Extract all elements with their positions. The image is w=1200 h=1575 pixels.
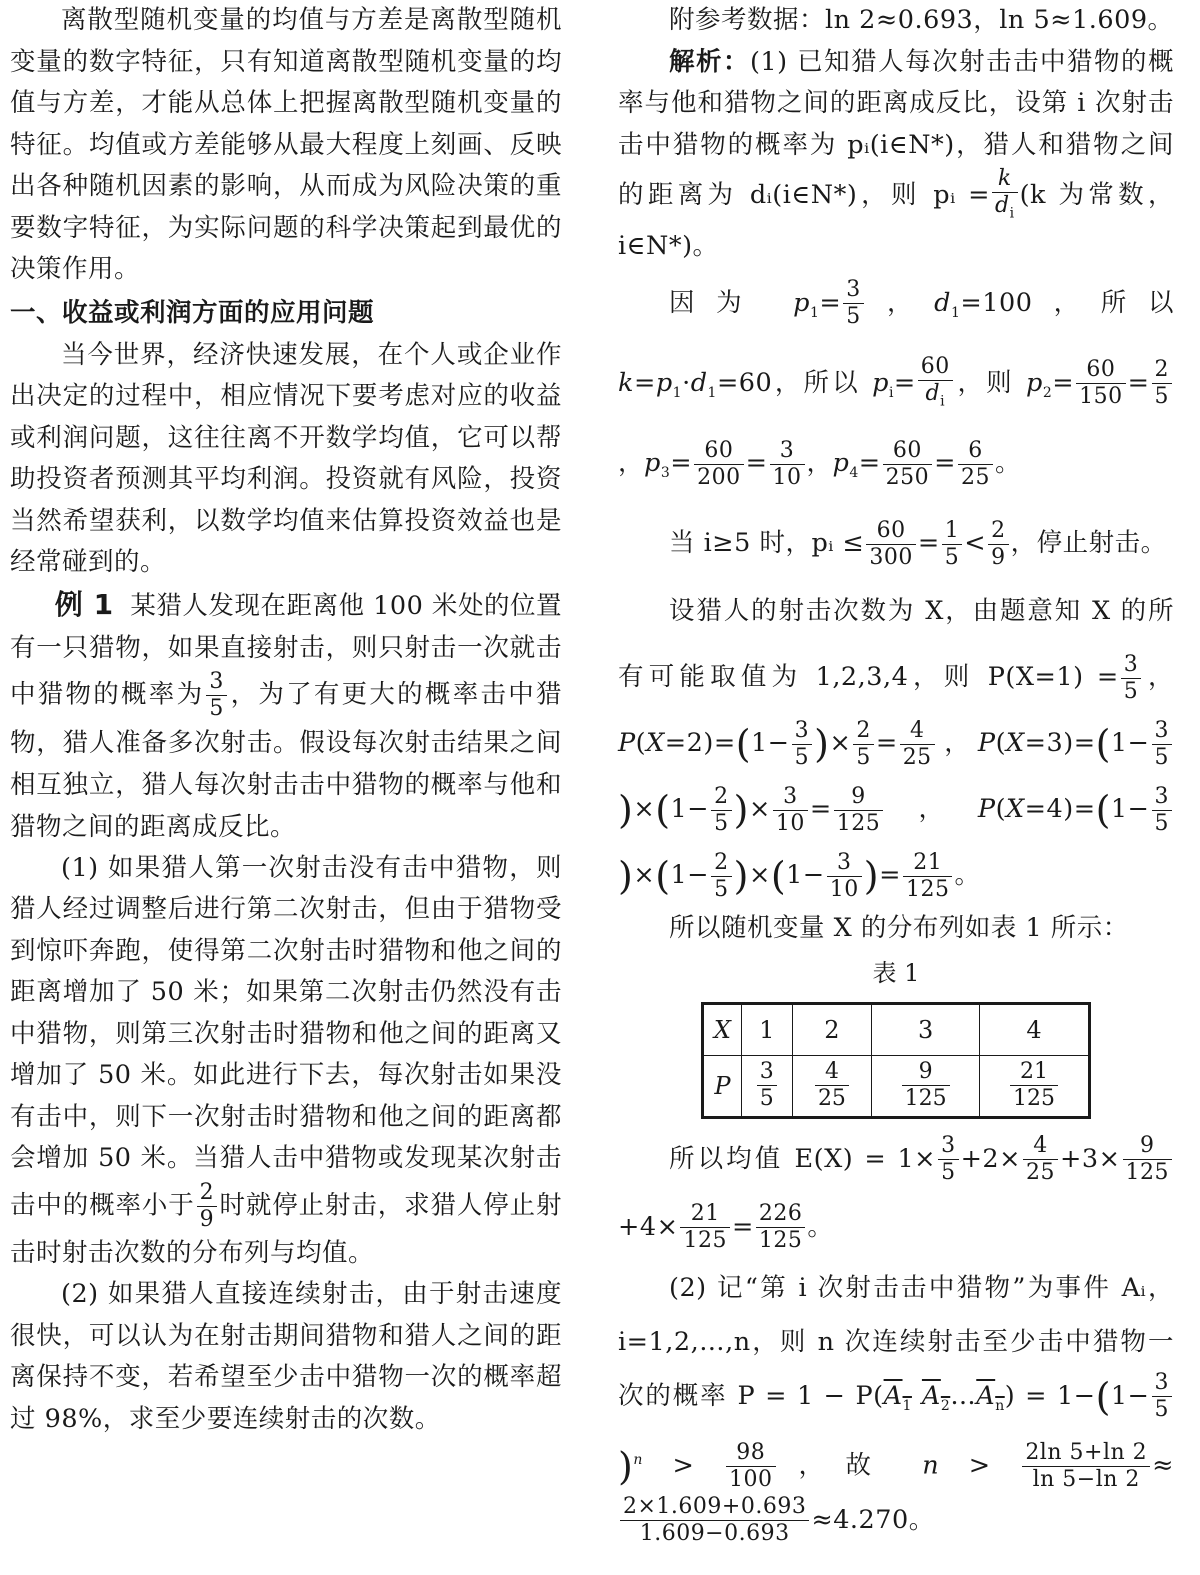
table-cell: $\frac{4}{25}$ — [792, 1055, 871, 1117]
example-text-b: ，为了有更大的概率击中猎物，猎人准备多次射击。假设每次射击结果之间相互独立，猎人每次射击击中猎物的概率与他和猎物之间的距离成反比。 — [10, 679, 562, 842]
question-1 — [10, 848, 562, 1275]
analysis-1-text-b: (k 为常数，i∈N*)。 — [618, 180, 1174, 262]
distribution-intro: 所以随机变量 X 的分布列如表 1 所示： — [669, 913, 1129, 944]
example-1-paragraph — [10, 584, 562, 848]
table-cell: 4 — [980, 1003, 1090, 1055]
section-title: 一、收益或利润方面的应用问题 — [10, 297, 375, 328]
expected-value: 所以均值 E(X) = 1× $\frac{3}{5}$ +2× $\frac{4}{25}$ +3× $\frac{9}{125}$ +4× $\frac{21}{125}$ = $\frac{226}{125}$ 。 — [618, 1125, 1174, 1261]
question-1-text-b: 时就停止射击，求猎人停止射击时射击次数的分布列与均值。 — [10, 1190, 562, 1268]
probability-derivation: 设猎人的射击次数为 X，由题意知 X 的所有可能取值为 1,2,3,4，则 P(X=1) = $\frac{3}{5}$ ，P(X=2)=(1− $\frac{3}{5}$ )× $\frac{2}{5}$ = $\frac{4}{25}$ ，P(X=3)=(1− $\frac{3}{5}$ )×(1− $\frac{2}{5}$ )× $\frac{3}{10}$ = $\frac{9}{125}$ ，P(X=4)=(1− $\frac{3}{5}$ )×(1− $\frac{2}{5}$ )×(1− $\frac{3}{10}$ )= $\frac{21}{125}$ 。 — [618, 596, 1174, 902]
question-2: (2) 如果猎人直接连续射击，由于射击速度很快，可以认为在射击期间猎物和猎人之间的距离保持不变，若希望至少击中猎物一次的概率超过 98%，求至少要连续射击的次数。 — [10, 1279, 562, 1434]
analysis-1-text-a: (1) 已知猎人每次射击击中猎物的概率与他和猎物之间的距离成反比，设第 i 次射击击中猎物的概率为 pᵢ(i∈N*)，猎人和猎物之间的距离为 dᵢ(i∈N*)，则 pᵢ = — [618, 46, 1174, 211]
left-column — [10, 0, 562, 1440]
final-result: ≈4.270。 — [811, 1504, 935, 1535]
table-cell: $\frac{3}{5}$ — [741, 1055, 792, 1117]
stop-text-b: ，停止射击。 — [1010, 528, 1167, 559]
fraction-k-di: $\frac{k}{d_i}$ — [992, 166, 1018, 226]
distribution-table — [701, 1002, 1091, 1119]
table-row-x — [703, 1003, 1090, 1055]
x-values-text: 设猎人的射击次数为 X，由题意知 X 的所有可能取值为 1,2,3,4，则 P(X=1) = — [618, 596, 1174, 693]
table-header-p: P — [703, 1055, 742, 1117]
table-cell: 2 — [792, 1003, 871, 1055]
table-cell: 1 — [741, 1003, 792, 1055]
table-cell: $\frac{9}{125}$ — [872, 1055, 980, 1117]
analysis-2-text-a: (2) 记“第 i 次射击击中猎物”为事件 Aᵢ，i=1,2,…,n，则 n 次连续射击至少击中猎物一次的概率 P = 1 − P( — [618, 1272, 1174, 1411]
question-1-text-a: (1) 如果猎人第一次射击没有击中猎物，则猎人经过调整后进行第二次射击，但由于猎物受到惊吓奔跑，使得第二次射击时猎物和他之间的距离增加了 50 米；如果第二次射击仍然没有击中猎物，则第三次射击时猎物和他之间的距离又增加了 50 米。如此进行下去，每次射击如果没有击中，则下一次射击时猎物和他之间的距离都会增加 50 米。当猎人击中猎物或发现某次射击击中的概率小于 — [10, 852, 562, 1220]
table-row-p — [703, 1055, 1090, 1117]
stop-text-a: 当 i≥5 时，pᵢ ≤ — [669, 528, 865, 559]
mean-text: 所以均值 E(X) = 1× — [669, 1143, 937, 1174]
fraction-2-9: $\frac{2}{9}$ — [197, 1180, 218, 1233]
stop-condition: 当 i≥5 时，pᵢ ≤ $\frac{60}{300}$ = $\frac{1}{5}$ < $\frac{2}{9}$ ，停止射击。 — [669, 517, 1167, 570]
analysis-label: 解析： — [669, 46, 750, 77]
table-cell: 3 — [872, 1003, 980, 1055]
section-body: 当今世界，经济快速发展，在个人或企业作出决定的过程中，相应情况下要考虑对应的收益或利润问题，这往往离不开数学均值，它可以帮助投资者预测其平均利润。投资就有风险，投资当然希望获利，以数学均值来估算投资效益也是经常碰到的。 — [10, 339, 562, 577]
analysis-part-1 — [618, 42, 1174, 268]
analysis-part-2: (2) 记“第 i 次射击击中猎物”为事件 Aᵢ，i=1,2,…,n，则 n 次连续射击至少击中猎物一次的概率 $P = 1 - P(A_1$ $A_2\dots A_n) = 1-(1-$ $\frac{3}{5}$ )$^n$ > $\frac{98}{100}$ ，故 n > $\frac{2\ln 5+\ln 2}{\ln 5-\ln 2}$ ≈ $\frac{2\times 1.609+0.693}{1.609-0.693}$ ≈4.270。 — [618, 1272, 1175, 1547]
p-values-derivation: 因为 $p_1=$ $\frac{3}{5}$ ，$d_1=100$，所以 $k=p_1\cdot d_1=60$，所以 $p_i=$ $\frac{60}{d_i}$ ，则 $p_2=$ $\frac{60}{150}$ = $\frac{2}{5}$ ，$p_3=$ $\frac{60}{200}$ = $\frac{3}{10}$ ，$p_4=$ $\frac{60}{250}$ = $\frac{6}{25}$ 。 — [618, 277, 1174, 490]
table-title: 表 1 — [872, 958, 920, 987]
table-cell: $\frac{21}{125}$ — [980, 1055, 1090, 1117]
analysis-2-text-b: ) = — [1004, 1380, 1048, 1411]
reference-data: 附参考数据：ln 2≈0.693，ln 5≈1.609。 — [669, 5, 1174, 35]
table-header-x: X — [703, 1003, 742, 1055]
right-column — [618, 0, 1174, 1547]
intro-paragraph: 离散型随机变量的均值与方差是离散型随机变量的数字特征，只有知道离散型随机变量的均值与方差，才能从总体上把握离散型随机变量的特征。均值或方差能够从最大程度上刻画、反映出各种随机因素的影响，从而成为风险决策的重要数字特征，为实际问题的科学决策起到最优的决策作用。 — [10, 5, 562, 284]
example-text-a: 某猎人发现在距离他 100 米处的位置有一只猎物，如果直接射击，则只射击一次就击中猎物的概率为 — [10, 590, 562, 709]
example-label: 例 1 — [54, 587, 114, 621]
fraction-3-5: $\frac{3}{5}$ — [206, 669, 227, 722]
